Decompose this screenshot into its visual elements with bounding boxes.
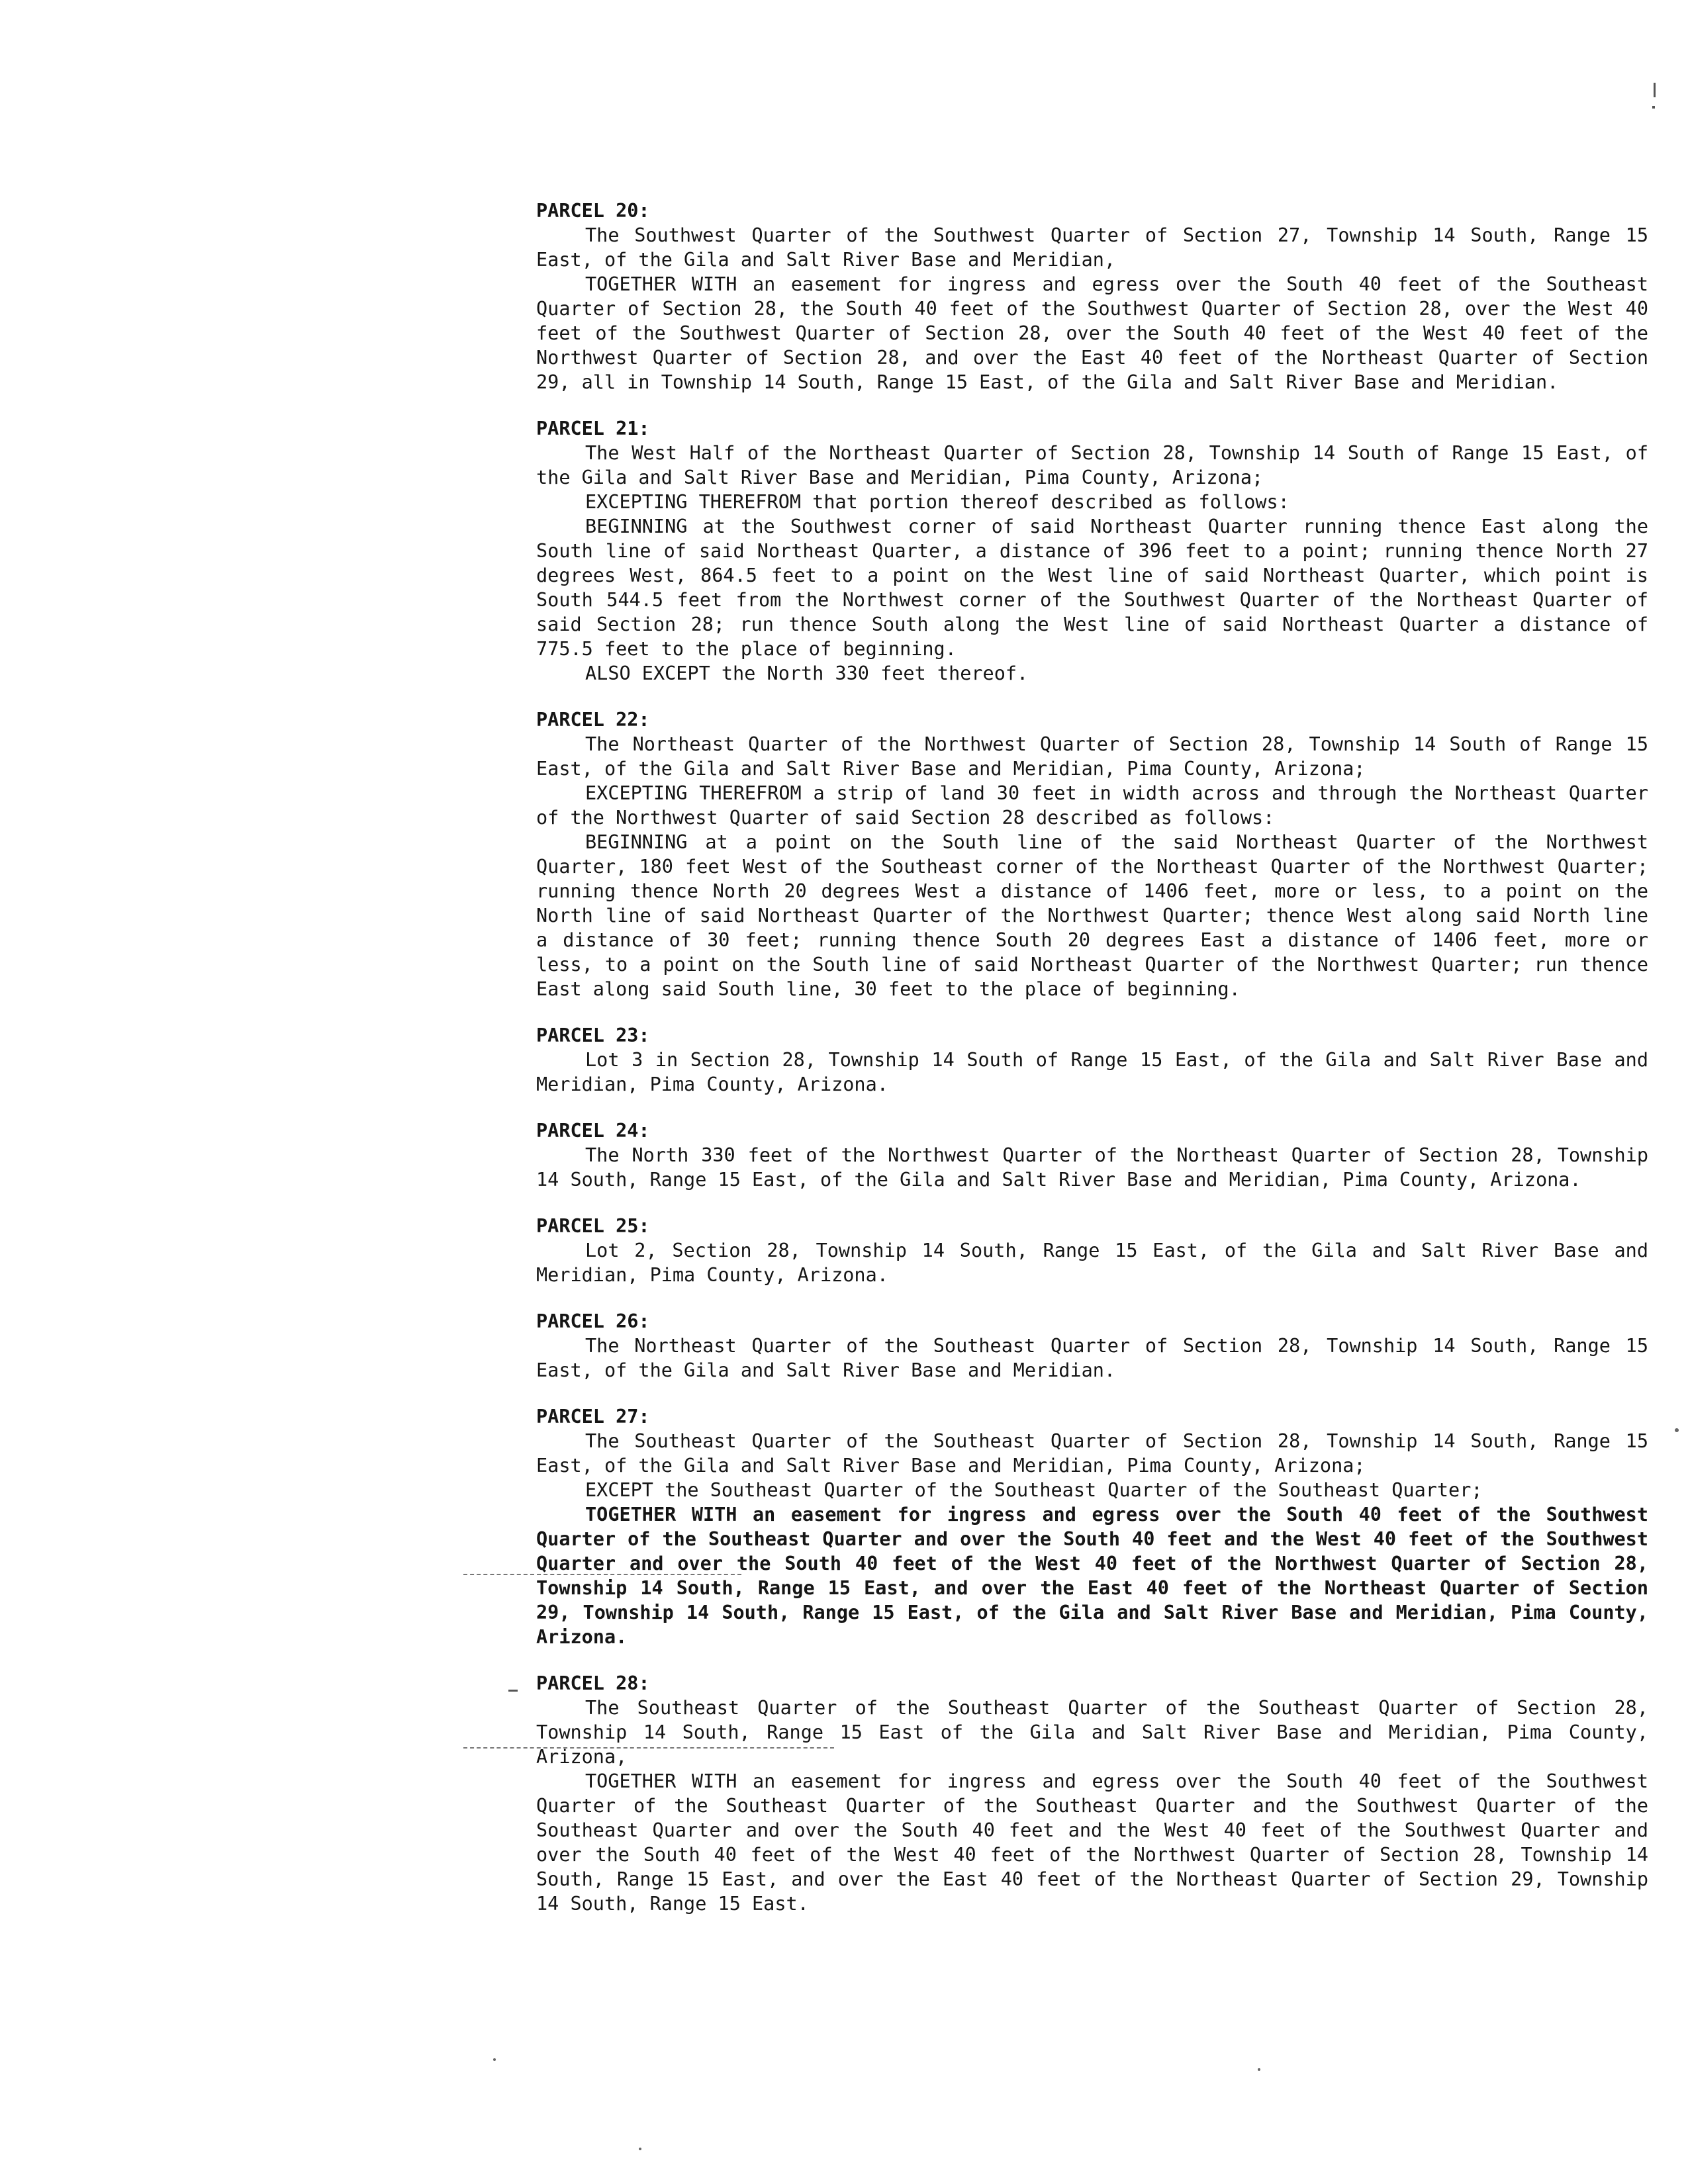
- parcel-20: [536, 199, 1648, 394]
- parcel-description: The Northeast Quarter of the Northwest Quarter of Section 28, Township 14 South of Range 15 East, of the Gila and Salt River Base and Meridian, Pima County, Arizona;: [536, 733, 1648, 780]
- parcel-24: [536, 1118, 1648, 1192]
- scan-speck: [1675, 1428, 1679, 1432]
- parcel-easement: TOGETHER WITH an easement for ingress and egress over the South 40 feet of the Southeast Quarter of Section 28, the South 40 feet of the Southwest Quarter of Section 28, over the West 40 feet of the Southwest Quarter of Section 28, over the South 40 feet of the West 40 feet of the Northwest Quarter of Section 28, and over the East 40 feet of the Northeast Quarter of Section 29, all in Township 14 South, Range 15 East, of the Gila and Salt River Base and Meridian.: [536, 273, 1648, 393]
- parcel-27: [536, 1404, 1648, 1649]
- parcel-description: The Southeast Quarter of the Southeast Quarter of the Southeast Quarter of Section 28, Township 14 South, Range 15 East of the Gila and Salt River Base and Meridian, Pima County, Arizona,: [536, 1697, 1648, 1768]
- parcel-easement: TOGETHER WITH an easement for ingress and egress over the South 40 feet of the Southwest Quarter of the Southeast Quarter and over the South 40 feet and the West 40 feet of the Southwest Quarter and over the South 40 feet of the West 40 feet of the Northwest Quarter of Section 28, Township 14 South, Range 15 East, and over the East 40 feet of the Northeast Quarter of Section 29, Township 14 South, Range 15 East, of the Gila and Salt River Base and Meridian, Pima County, Arizona.: [536, 1504, 1648, 1648]
- scan-speck: [639, 2148, 641, 2150]
- parcel-heading: PARCEL 27:: [536, 1406, 650, 1428]
- parcel-heading: PARCEL 20:: [536, 200, 650, 222]
- scan-speck: [1258, 2068, 1260, 2071]
- parcel-heading: PARCEL 25:: [536, 1215, 650, 1237]
- parcel-22: [536, 707, 1648, 1001]
- margin-mark: [1654, 83, 1656, 97]
- margin-mark: [508, 1690, 518, 1692]
- parcel-description: The West Half of the Northeast Quarter of Section 28, Township 14 South of Range 15 East, of the Gila and Salt River Base and Meridian, Pima County, Arizona;: [536, 442, 1648, 488]
- parcel-description: Lot 2, Section 28, Township 14 South, Range 15 East, of the Gila and Salt River Base and Meridian, Pima County, Arizona.: [536, 1240, 1648, 1286]
- parcel-description: The Southwest Quarter of the Southwest Quarter of Section 27, Township 14 South, Range 15 East, of the Gila and Salt River Base and Meridian,: [536, 224, 1648, 271]
- parcel-heading: PARCEL 21:: [536, 418, 650, 439]
- parcel-heading: PARCEL 28:: [536, 1672, 650, 1694]
- parcel-exception: EXCEPT the Southeast Quarter of the Southeast Quarter of the Southeast Quarter;: [585, 1479, 1483, 1501]
- document-body: [536, 199, 1648, 1938]
- parcel-description: The Northeast Quarter of the Southeast Quarter of Section 28, Township 14 South, Range 15 East, of the Gila and Salt River Base and Meridian.: [536, 1335, 1648, 1381]
- parcel-metes-bounds: BEGINNING at a point on the South line of the said Northeast Quarter of the Northwest Quarter, 180 feet West of the Southeast corner of the Northeast Quarter of the Northwest Quarter; running thence North 20 degrees West a distance of 1406 feet, more or less, to a point on the North line of said Northeast Quarter of the Northwest Quarter; thence West along said North line a distance of 30 feet; running thence South 20 degrees East a distance of 1406 feet, more or less, to a point on the South line of said Northeast Quarter of the Northwest Quarter; run thence East along said South line, 30 feet to the place of beginning.: [536, 831, 1648, 1000]
- parcel-metes-bounds: BEGINNING at the Southwest corner of said Northeast Quarter running thence East along the South line of said Northeast Quarter, a distance of 396 feet to a point; running thence North 27 degrees West, 864.5 feet to a point on the West line of said Northeast Quarter, which point is South 544.5 feet from the Northwest corner of the Southwest Quarter of the Northeast Quarter of said Section 28; run thence South along the West line of said Northeast Quarter a distance of 775.5 feet to the place of beginning.: [536, 516, 1648, 660]
- parcel-26: [536, 1309, 1648, 1383]
- parcel-easement: TOGETHER WITH an easement for ingress and egress over the South 40 feet of the Southwest Quarter of the Southeast Quarter of the Southeast Quarter and the Southwest Quarter of the Southeast Quarter and over the South 40 feet and the West 40 feet of the Southwest Quarter and over the South 40 feet of the West 40 feet of the Northwest Quarter of Section 28, Township 14 South, Range 15 East, and over the East 40 feet of the Northeast Quarter of Section 29, Township 14 South, Range 15 East.: [536, 1770, 1648, 1915]
- parcel-exception: EXCEPTING THEREFROM that portion thereof described as follows:: [585, 491, 1289, 513]
- parcel-21: [536, 416, 1648, 686]
- parcel-25: [536, 1214, 1648, 1287]
- parcel-heading: PARCEL 26:: [536, 1310, 650, 1332]
- parcel-heading: PARCEL 23:: [536, 1024, 650, 1046]
- parcel-description: The Southeast Quarter of the Southeast Quarter of Section 28, Township 14 South, Range 15 East, of the Gila and Salt River Base and Meridian, Pima County, Arizona;: [536, 1430, 1648, 1477]
- parcel-exception: ALSO EXCEPT the North 330 feet thereof.: [585, 662, 1029, 684]
- parcel-exception: EXCEPTING THEREFROM a strip of land 30 feet in width across and through the Northeast Quarter of the Northwest Quarter of said Section 28 described as follows:: [536, 782, 1648, 829]
- parcel-23: [536, 1023, 1648, 1097]
- parcel-description: The North 330 feet of the Northwest Quarter of the Northeast Quarter of Section 28, Township 14 South, Range 15 East, of the Gila and Salt River Base and Meridian, Pima County, Arizona.: [536, 1144, 1648, 1191]
- parcel-description: Lot 3 in Section 28, Township 14 South of Range 15 East, of the Gila and Salt River Base and Meridian, Pima County, Arizona.: [536, 1049, 1648, 1095]
- parcel-heading: PARCEL 24:: [536, 1120, 650, 1142]
- parcel-28: [536, 1671, 1648, 1916]
- scan-speck: [493, 2058, 496, 2061]
- parcel-heading: PARCEL 22:: [536, 709, 650, 731]
- margin-mark: [1652, 106, 1655, 109]
